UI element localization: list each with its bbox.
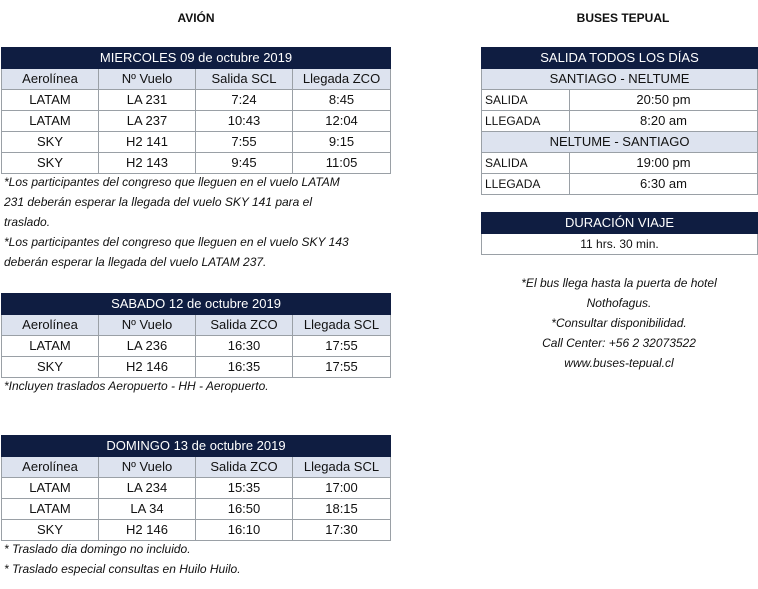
bus-row-time: 6:30 am xyxy=(570,174,758,195)
note-line: Call Center: +56 2 32073522 xyxy=(542,336,696,350)
arrival-cell: 17:55 xyxy=(293,357,391,378)
table-row xyxy=(2,478,391,499)
departure-cell: 15:35 xyxy=(196,478,293,499)
table-row xyxy=(2,153,391,174)
airline-cell: LATAM xyxy=(2,336,99,357)
note-line: *Los participantes del congreso que lleguen en el vuelo LATAM xyxy=(4,175,340,189)
table-row xyxy=(482,153,758,174)
column-header-departure: Salida ZCO xyxy=(196,457,293,478)
arrival-cell: 17:55 xyxy=(293,336,391,357)
bus-row-label: LLEGADA xyxy=(482,111,570,132)
note-line: *Consultar disponibilidad. xyxy=(551,316,687,330)
arrival-cell: 17:30 xyxy=(293,520,391,541)
column-header-arrival: Llegada SCL xyxy=(293,315,391,336)
table-row xyxy=(482,90,758,111)
note-line: deberán esperar la llegada del vuelo LATAM 237. xyxy=(4,255,267,269)
column-header-airline: Aerolínea xyxy=(2,69,99,90)
table-title: MIERCOLES 09 de octubre 2019 xyxy=(2,48,391,69)
flight-cell: LA 234 xyxy=(99,478,196,499)
table-row xyxy=(2,90,391,111)
table-row xyxy=(482,111,758,132)
departure-cell: 9:45 xyxy=(196,153,293,174)
table-row xyxy=(2,336,391,357)
table-row xyxy=(2,111,391,132)
airline-cell: LATAM xyxy=(2,90,99,111)
note-line: www.buses-tepual.cl xyxy=(564,356,674,370)
flight-cell: H2 146 xyxy=(99,520,196,541)
table-row xyxy=(2,357,391,378)
flight-cell: LA 237 xyxy=(99,111,196,132)
saturday-notes xyxy=(4,376,269,396)
note-line: *El bus llega hasta la puerta de hotel xyxy=(521,276,717,290)
wednesday-notes xyxy=(4,172,349,272)
table-title: DOMINGO 13 de octubre 2019 xyxy=(2,436,391,457)
bus-schedule-table xyxy=(481,47,758,195)
flight-cell: LA 34 xyxy=(99,499,196,520)
airline-cell: LATAM xyxy=(2,478,99,499)
departure-cell: 16:10 xyxy=(196,520,293,541)
airline-cell: LATAM xyxy=(2,111,99,132)
column-header-airline: Aerolínea xyxy=(2,457,99,478)
table-row xyxy=(2,132,391,153)
bus-row-time: 20:50 pm xyxy=(570,90,758,111)
flight-table-sunday xyxy=(1,435,391,541)
note-line: traslado. xyxy=(4,215,51,229)
note-line: *Los participantes del congreso que lleguen en el vuelo SKY 143 xyxy=(4,235,349,249)
bus-row-time: 19:00 pm xyxy=(570,153,758,174)
departure-cell: 16:30 xyxy=(196,336,293,357)
route-header-neltume-santiago: NELTUME - SANTIAGO xyxy=(482,132,758,153)
column-header-departure: Salida SCL xyxy=(196,69,293,90)
departure-cell: 16:50 xyxy=(196,499,293,520)
column-header-flight: Nº Vuelo xyxy=(99,457,196,478)
column-header-flight: Nº Vuelo xyxy=(99,69,196,90)
airline-cell: SKY xyxy=(2,520,99,541)
arrival-cell: 11:05 xyxy=(293,153,391,174)
airline-cell: LATAM xyxy=(2,499,99,520)
duration-title: DURACIÓN VIAJE xyxy=(482,213,758,234)
flight-table-saturday xyxy=(1,293,391,378)
arrival-cell: 8:45 xyxy=(293,90,391,111)
note-line: * Traslado especial consultas en Huilo Huilo. xyxy=(4,562,241,576)
flight-cell: H2 141 xyxy=(99,132,196,153)
arrival-cell: 17:00 xyxy=(293,478,391,499)
airline-cell: SKY xyxy=(2,153,99,174)
column-header-flight: Nº Vuelo xyxy=(99,315,196,336)
bus-row-label: LLEGADA xyxy=(482,174,570,195)
column-header-airline: Aerolínea xyxy=(2,315,99,336)
departure-cell: 7:55 xyxy=(196,132,293,153)
note-line: * Traslado dia domingo no incluido. xyxy=(4,542,191,556)
duration-value: 11 hrs. 30 min. xyxy=(482,234,758,255)
departure-cell: 7:24 xyxy=(196,90,293,111)
airline-cell: SKY xyxy=(2,132,99,153)
table-row xyxy=(482,174,758,195)
column-header-arrival: Llegada ZCO xyxy=(293,69,391,90)
avion-section-title: AVIÓN xyxy=(177,11,215,25)
arrival-cell: 9:15 xyxy=(293,132,391,153)
note-line: Nothofagus. xyxy=(586,296,652,310)
flight-cell: H2 146 xyxy=(99,357,196,378)
column-header-departure: Salida ZCO xyxy=(196,315,293,336)
column-header-arrival: Llegada SCL xyxy=(293,457,391,478)
route-header-santiago-neltume: SANTIAGO - NELTUME xyxy=(482,69,758,90)
bus-row-time: 8:20 am xyxy=(570,111,758,132)
airline-cell: SKY xyxy=(2,357,99,378)
arrival-cell: 12:04 xyxy=(293,111,391,132)
sunday-notes xyxy=(4,539,241,579)
table-row xyxy=(2,520,391,541)
arrival-cell: 18:15 xyxy=(293,499,391,520)
flight-cell: LA 236 xyxy=(99,336,196,357)
note-line: *Incluyen traslados Aeropuerto - HH - Aeropuerto. xyxy=(4,379,269,393)
flight-table-wednesday xyxy=(1,47,391,174)
departure-cell: 10:43 xyxy=(196,111,293,132)
table-title: SABADO 12 de octubre 2019 xyxy=(2,294,391,315)
note-line: 231 deberán esperar la llegada del vuelo SKY 141 para el xyxy=(4,195,313,209)
duration-table xyxy=(481,212,758,255)
table-row xyxy=(2,499,391,520)
bus-row-label: SALIDA xyxy=(482,90,570,111)
departure-cell: 16:35 xyxy=(196,357,293,378)
buses-section-title: BUSES TEPUAL xyxy=(576,11,670,25)
bus-table-title: SALIDA TODOS LOS DÍAS xyxy=(482,48,758,69)
flight-cell: H2 143 xyxy=(99,153,196,174)
flight-cell: LA 231 xyxy=(99,90,196,111)
bus-notes xyxy=(481,273,757,373)
bus-row-label: SALIDA xyxy=(482,153,570,174)
